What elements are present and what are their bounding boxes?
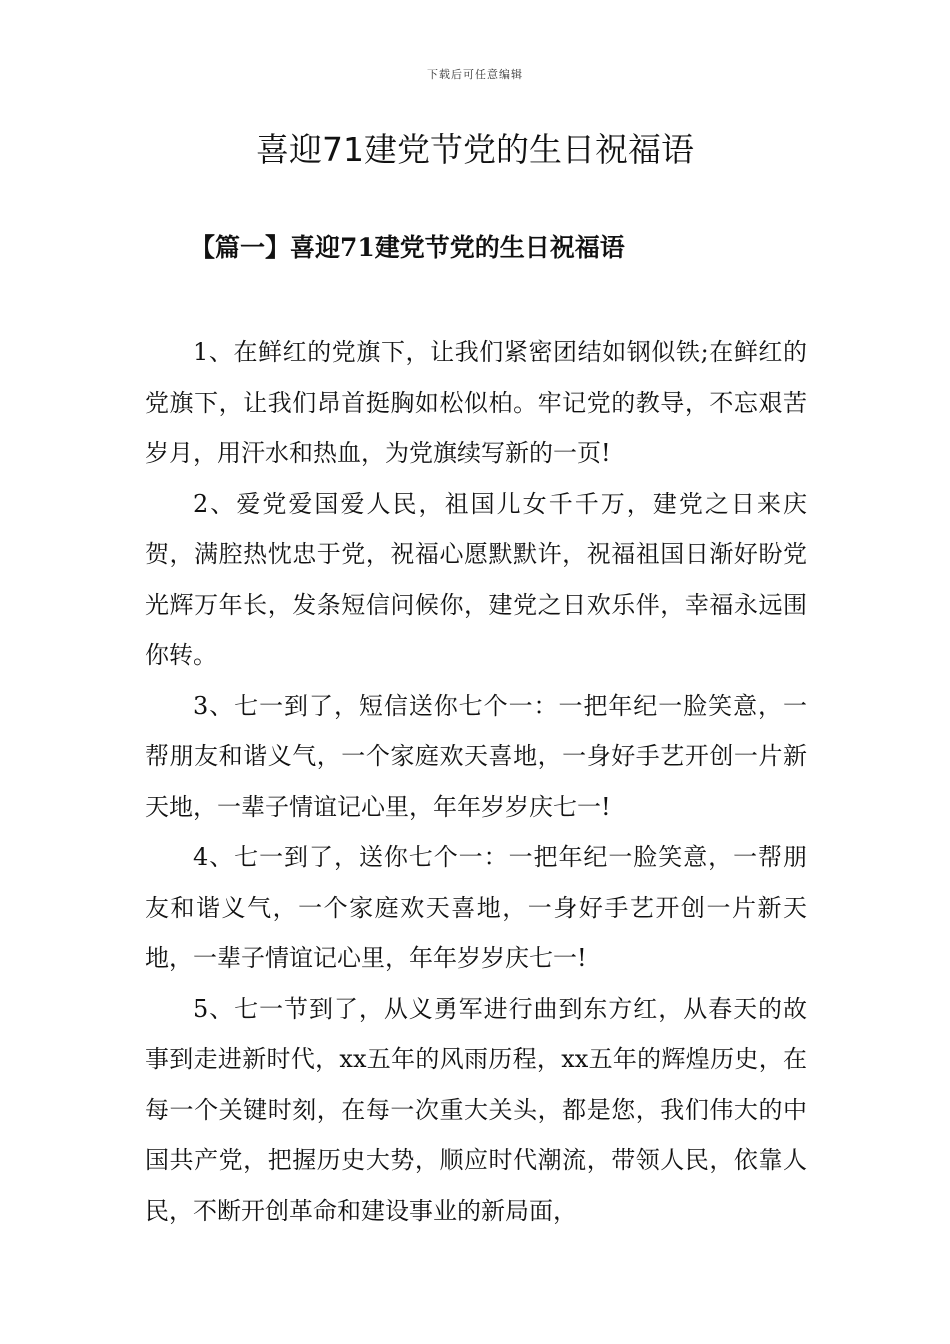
section-heading: 【篇一】喜迎71建党节党的生日祝福语 [190,233,625,262]
paragraph-3: 3、七一到了，短信送你七个一：一把年纪一脸笑意，一帮朋友和谐义气，一个家庭欢天喜地，一身好手艺开创一片新天地，一辈子情谊记心里，年年岁岁庆七一! [145,691,807,821]
page-header-note: 下载后可任意编辑 [427,68,523,81]
paragraph-1: 1、在鲜红的党旗下，让我们紧密团结如钢似铁;在鲜红的党旗下，让我们昂首挺胸如松似柏。牢记党的教导，不忘艰苦岁月，用汗水和热血，为党旗续写新的一页! [145,338,807,467]
paragraph-2: 2、爱党爱国爱人民，祖国儿女千千万，建党之日来庆贺，满腔热忱忠于党，祝福心愿默默许，祝福祖国日渐好盼党光辉万年长，发条短信问候你，建党之日欢乐伴，幸福永远围你转。 [145,489,807,669]
document-body [145,327,807,1236]
document-title: 喜迎71建党节党的生日祝福语 [256,130,694,169]
paragraph-5: 5、七一节到了，从义勇军进行曲到东方红，从春天的故事到走进新时代，xx五年的风雨历程，xx五年的辉煌历史，在每一个关键时刻，在每一次重大关头，都是您，我们伟大的中国共产党，把握历史大势，顺应时代潮流，带领人民，依靠人民，不断开创革命和建设事业的新局面， [145,994,807,1225]
paragraph-4: 4、七一到了，送你七个一：一把年纪一脸笑意，一帮朋友和谐义气，一个家庭欢天喜地，一身好手艺开创一片新天地，一辈子情谊记心里，年年岁岁庆七一! [145,843,807,972]
